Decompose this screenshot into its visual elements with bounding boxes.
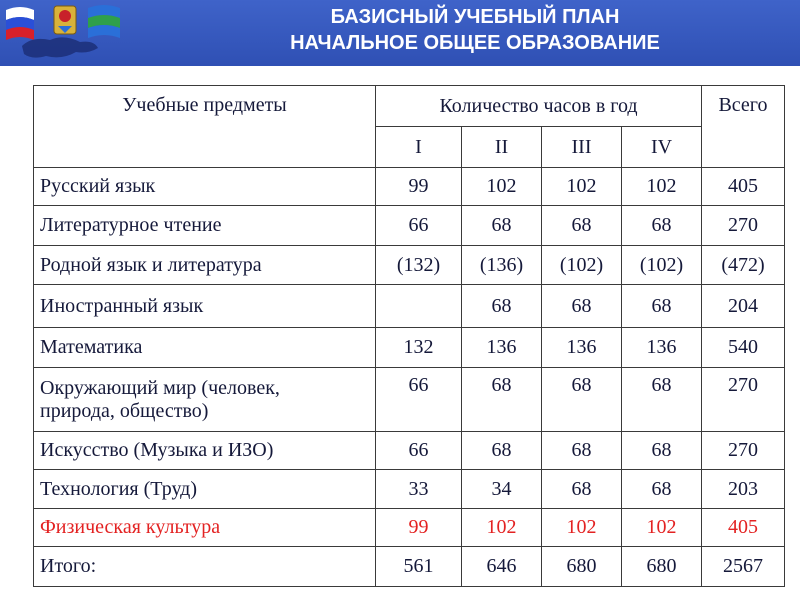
cell-value: 646	[462, 547, 542, 587]
cell-total: 270	[702, 432, 785, 470]
cell-value: 33	[376, 470, 462, 509]
cell-value: 68	[622, 368, 702, 432]
subject-technology: Технология (Труд)	[34, 470, 376, 509]
table-row	[34, 168, 785, 206]
cell-value: 680	[622, 547, 702, 587]
subject-native-language: Родной язык и литература	[34, 246, 376, 285]
header-bar	[0, 0, 800, 66]
title-line-1: БАЗИСНЫЙ УЧЕБНЫЙ ПЛАН	[330, 6, 620, 28]
cell-value: 561	[376, 547, 462, 587]
header-subjects: Учебные предметы	[34, 86, 376, 168]
cell-value: 102	[622, 509, 702, 547]
table-row	[34, 285, 785, 328]
table-row	[34, 328, 785, 368]
cell-value: 136	[462, 328, 542, 368]
table-row	[34, 432, 785, 470]
cell-value: 68	[462, 285, 542, 328]
curriculum-table	[33, 85, 785, 587]
title-line-2: НАЧАЛЬНОЕ ОБЩЕЕ ОБРАЗОВАНИЕ	[290, 32, 660, 54]
cell-value: 68	[462, 432, 542, 470]
cell-value: 102	[622, 168, 702, 206]
subject-line: Окружающий мир (человек,	[40, 376, 280, 399]
cell-value: 68	[542, 470, 622, 509]
cell-total: 405	[702, 509, 785, 547]
cell-value: 102	[542, 509, 622, 547]
cell-total: (472)	[702, 246, 785, 285]
cell-value: 102	[542, 168, 622, 206]
cell-total: 203	[702, 470, 785, 509]
cell-total: 405	[702, 168, 785, 206]
cell-value: 66	[376, 206, 462, 246]
header-grade-3: III	[542, 127, 622, 168]
subject-physical-education: Физическая культура	[34, 509, 376, 547]
cell-value: (102)	[622, 246, 702, 285]
cell-value: (132)	[376, 246, 462, 285]
regional-emblem-icon	[2, 2, 124, 64]
cell-value: 102	[462, 509, 542, 547]
header-grade-4: IV	[622, 127, 702, 168]
cell-value: 68	[622, 432, 702, 470]
cell-value: (102)	[542, 246, 622, 285]
cell-value: 66	[376, 432, 462, 470]
header-total: Всего	[702, 86, 785, 168]
subject-russian: Русский язык	[34, 168, 376, 206]
table-row	[34, 547, 785, 587]
subject-foreign-language: Иностранный язык	[34, 285, 376, 328]
cell-total: 540	[702, 328, 785, 368]
cell-value: 34	[462, 470, 542, 509]
cell-value: 68	[542, 368, 622, 432]
cell-value: (136)	[462, 246, 542, 285]
header-grade-1: I	[376, 127, 462, 168]
cell-value: 102	[462, 168, 542, 206]
subject-literary-reading: Литературное чтение	[34, 206, 376, 246]
cell-value: 68	[542, 285, 622, 328]
cell-value: 132	[376, 328, 462, 368]
cell-value: 68	[542, 432, 622, 470]
cell-total: 270	[702, 368, 785, 432]
cell-value: 68	[622, 470, 702, 509]
table-row	[34, 509, 785, 547]
table-row	[34, 470, 785, 509]
cell-total: 204	[702, 285, 785, 328]
row-label-total: Итого:	[34, 547, 376, 587]
page-title	[150, 4, 800, 56]
subject-math: Математика	[34, 328, 376, 368]
cell-grand-total: 2567	[702, 547, 785, 587]
cell-value: 136	[542, 328, 622, 368]
cell-total: 270	[702, 206, 785, 246]
subject-art: Искусство (Музыка и ИЗО)	[34, 432, 376, 470]
cell-value: 68	[462, 206, 542, 246]
cell-value: 68	[542, 206, 622, 246]
header-hours: Количество часов в год	[376, 86, 702, 127]
cell-value: 680	[542, 547, 622, 587]
cell-value: 136	[622, 328, 702, 368]
table-row	[34, 246, 785, 285]
cell-value: 68	[622, 285, 702, 328]
table-row	[34, 368, 785, 432]
cell-value: 99	[376, 509, 462, 547]
header-grade-2: II	[462, 127, 542, 168]
cell-value: 68	[622, 206, 702, 246]
subject-line: природа, общество)	[40, 399, 209, 422]
cell-value: 68	[462, 368, 542, 432]
subject-world-around	[34, 368, 376, 432]
table-row	[34, 206, 785, 246]
cell-value: 99	[376, 168, 462, 206]
cell-value	[376, 285, 462, 328]
cell-value: 66	[376, 368, 462, 432]
